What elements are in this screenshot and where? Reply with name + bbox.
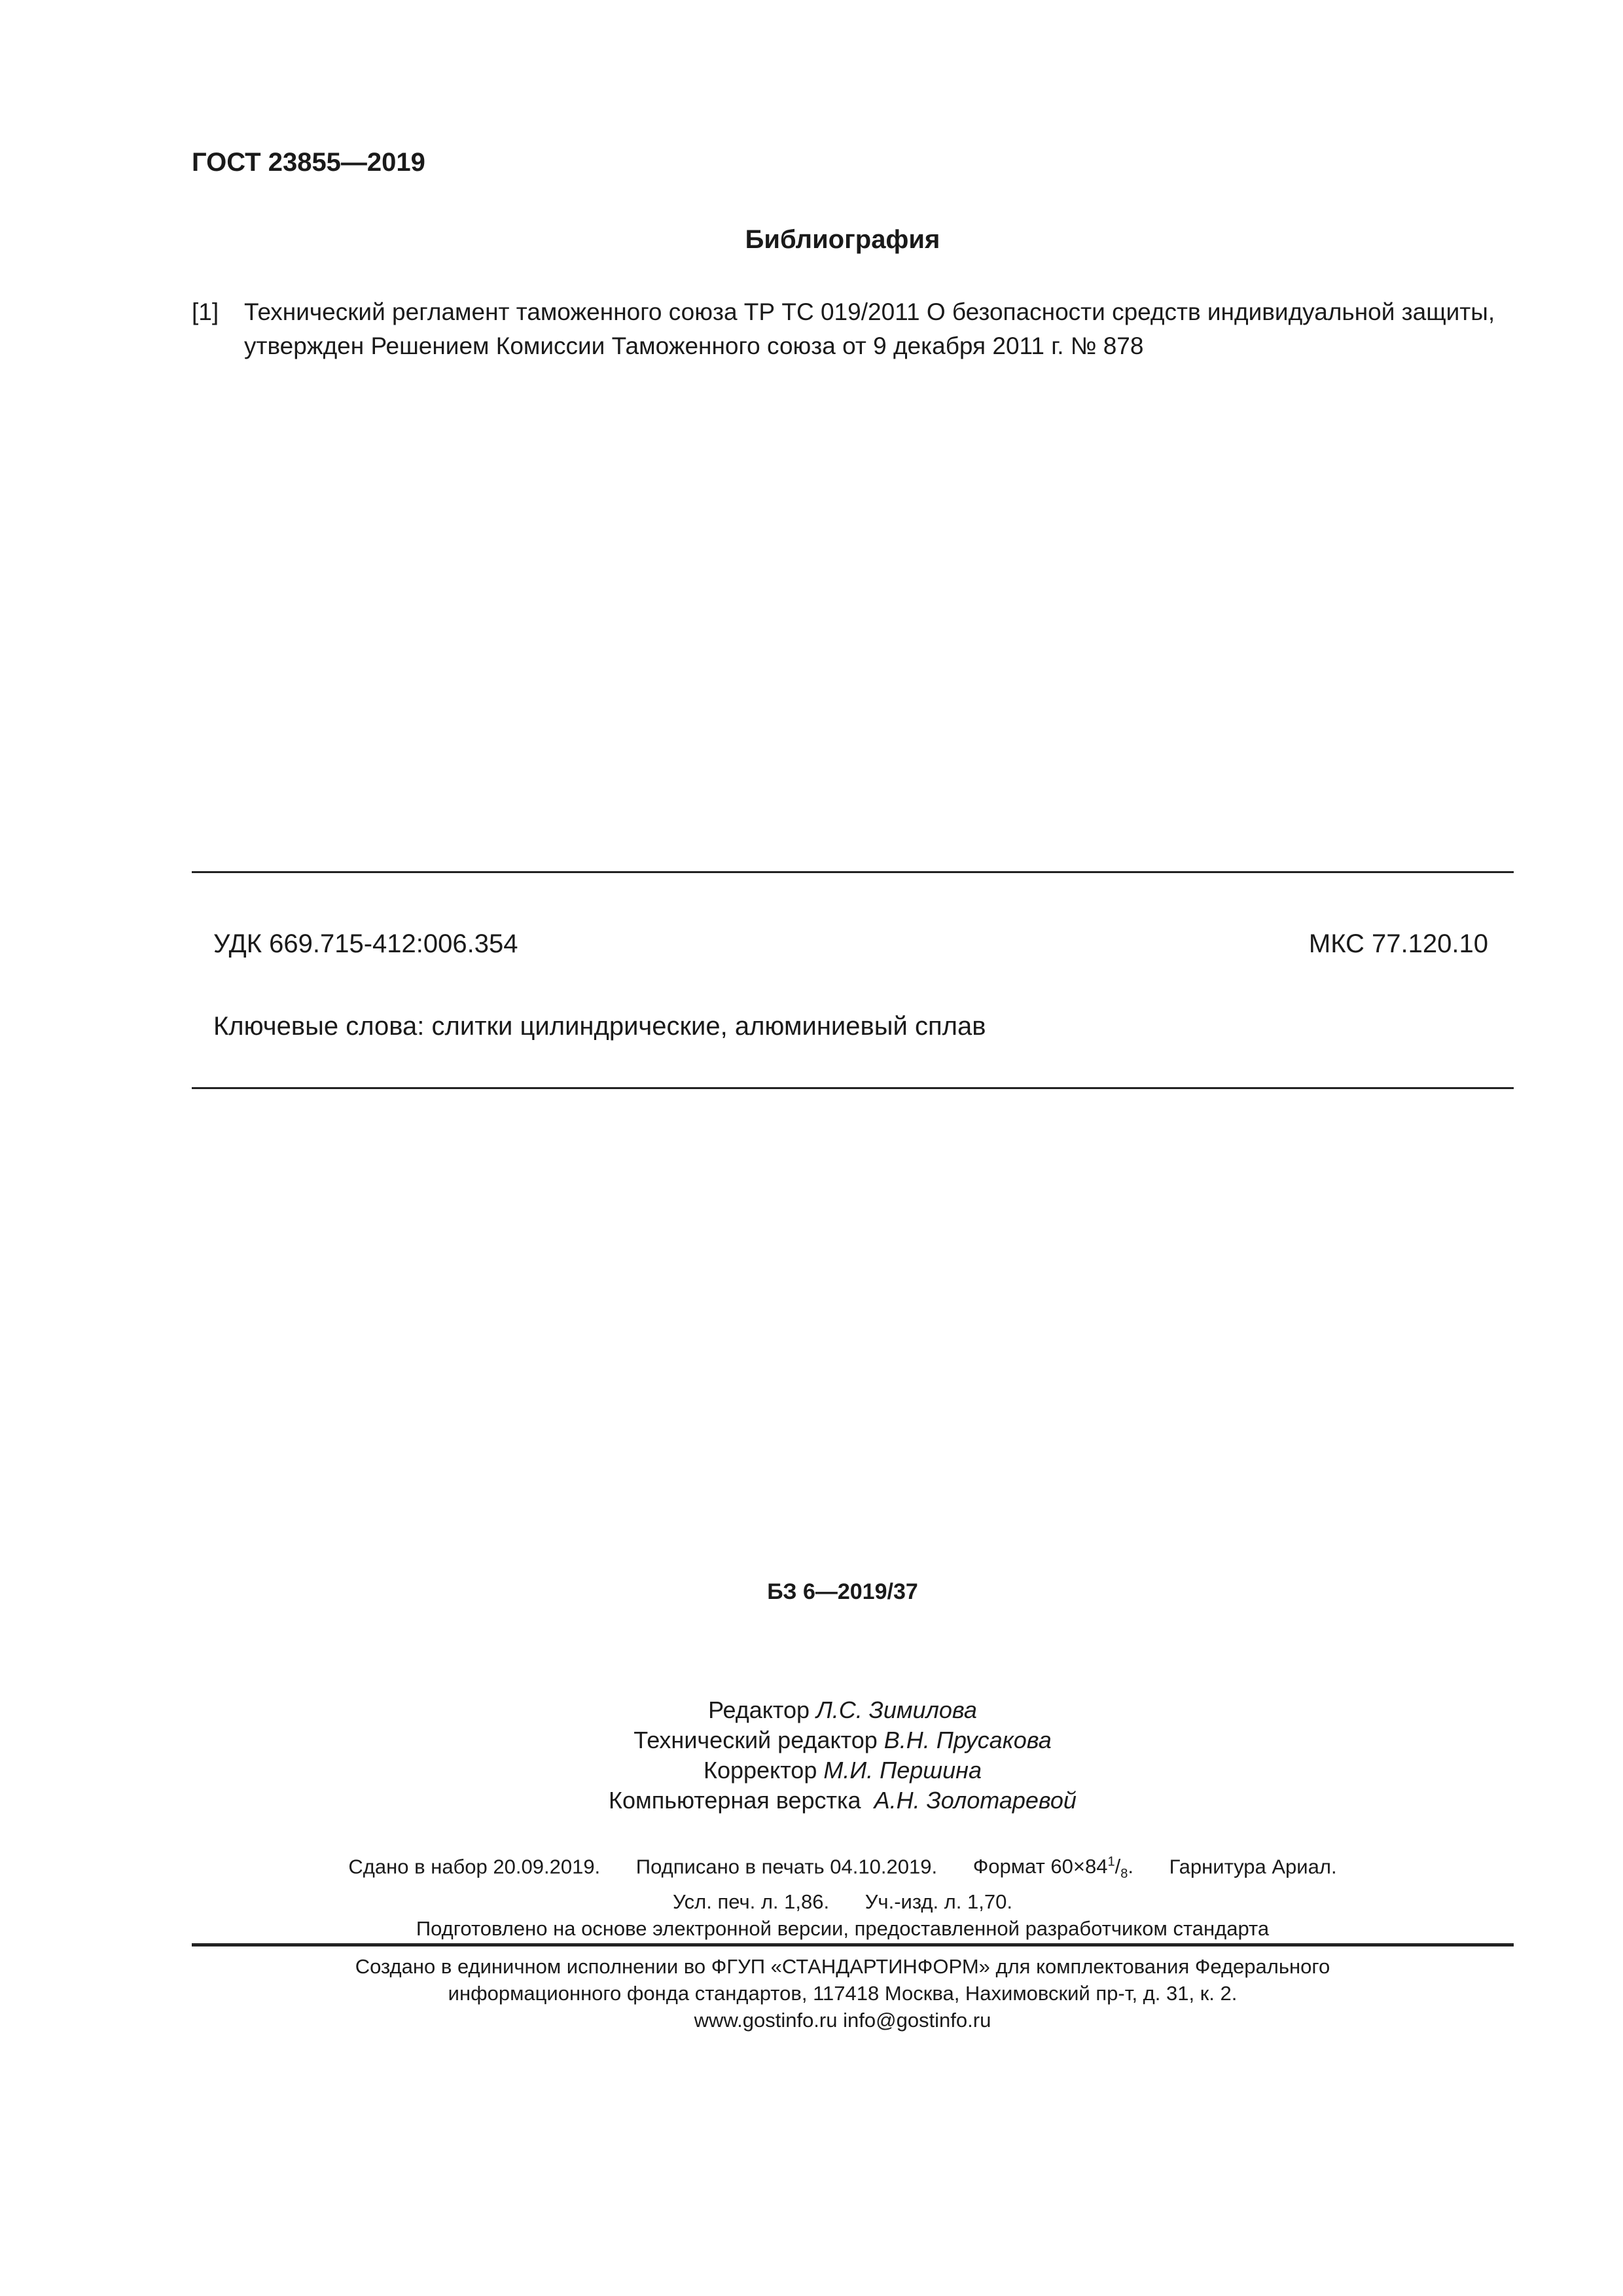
prepared-note: Подготовлено на основе электронной версии, предоставленной разработчиком стандарта [416,1916,1270,1940]
udk-code: УДК 669.715-412:006.354 [213,929,518,958]
print-details-line2: Усл. печ. л. 1,86. Уч.-изд. л. 1,70. [673,1890,1012,1913]
bottom-divider [192,1087,1514,1089]
print-details-line1: Сдано в набор 20.09.2019. Подписано в печать 04.10.2019. Формат $60\times 84^1/_8$. Гарнитура Ариал. [348,1855,1337,1882]
top-divider [192,871,1514,873]
email-link[interactable]: info@gostinfo.ru [843,2009,991,2032]
credit-corrector: Корректор М.И. Першина [704,1757,982,1784]
bz-number: БЗ 6—2019/37 [767,1579,918,1604]
credit-technical-editor: Технический редактор В.Н. Прусакова [633,1727,1052,1753]
publisher-line2: информационного фонда стандартов, 117418 Москва, Нахимовский пр-т, д. 31, к. 2. [448,1982,1238,2005]
bibliography-entry-number: [1] [192,298,219,325]
bibliography-entry-text: Технический регламент таможенного союза ТР ТС 019/2011 О безопасности средств индивидуальной защиты, утвержден Решением Комиссии Таможенного союза от 9 декабря 2011 г. № 878 [244,298,1495,359]
publisher-line1: Создано в единичном исполнении во ФГУП «СТАНДАРТИНФОРМ» для комплектования Федерального [355,1955,1330,1978]
mks-code: МКС 77.120.10 [1308,929,1488,958]
website-link[interactable]: www.gostinfo.ru [694,2009,838,2032]
print-details [0,1849,1623,1942]
credit-editor: Редактор Л.С. Зимилова [708,1696,977,1723]
bibliography-title: Библиография [745,225,940,254]
publisher-divider [192,1943,1514,1946]
format-value: Формат $60\times 84^1/_8$. [972,1855,1133,1882]
publisher-block [0,1953,1623,2034]
standard-number: ГОСТ 23855—2019 [192,148,425,177]
credit-layout: Компьютерная верстка А.Н. Золотаревой [609,1787,1077,1814]
publisher-contacts [0,2007,1623,2034]
keywords: Ключевые слова: слитки цилиндрические, алюминиевый сплав [213,1012,986,1041]
credits-block [0,1695,1623,1816]
